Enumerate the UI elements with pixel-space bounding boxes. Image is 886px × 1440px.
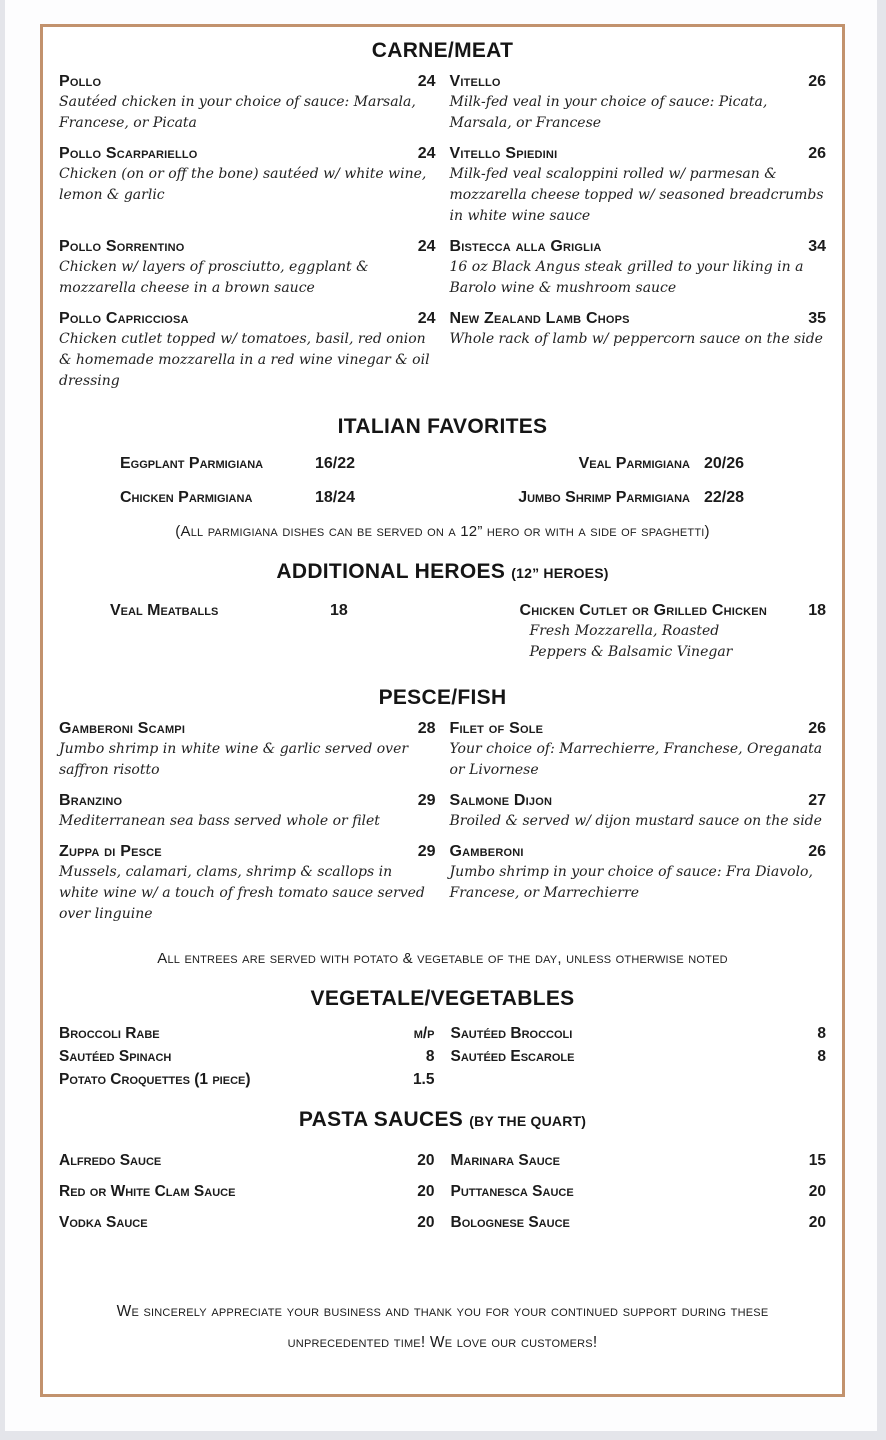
item-price: 27 xyxy=(808,792,826,809)
menu-item-pollo-scarpariello xyxy=(59,145,436,227)
item-name: Sautéed Spinach xyxy=(59,1048,172,1065)
menu-item-clam-sauce xyxy=(59,1183,435,1201)
section-title-text: PASTA SAUCES xyxy=(298,1108,464,1131)
item-price: 1.5 xyxy=(412,1071,435,1088)
section-title-additional-heroes xyxy=(59,560,826,584)
menu-item-eggplant-parmigiana xyxy=(59,455,443,473)
section-favorites-items xyxy=(59,455,826,507)
page-edge-left xyxy=(0,0,5,1440)
section-sauces-items xyxy=(59,1152,826,1245)
item-name: Branzino xyxy=(59,792,123,809)
item-name: Potato Croquettes (1 piece) xyxy=(59,1071,251,1088)
item-name: Veal Meatballs xyxy=(110,602,219,619)
sauces-left-column xyxy=(59,1152,435,1245)
section-title-pasta-sauces xyxy=(59,1108,826,1132)
page-edge-bottom xyxy=(0,1431,886,1440)
section-subtitle: (12” HEROES) xyxy=(511,565,609,581)
item-price: 16/22 xyxy=(315,455,356,472)
item-price: 20 xyxy=(808,1214,826,1231)
item-price: 20 xyxy=(808,1183,826,1200)
item-price: 24 xyxy=(417,310,436,327)
item-price: 15 xyxy=(808,1152,826,1169)
footer-line-1: We sincerely appreciate your business and thank you for your continued support during these xyxy=(116,1303,769,1320)
item-description: Whole rack of lamb w/ peppercorn sauce on the side xyxy=(449,331,823,347)
item-price: 18/24 xyxy=(315,489,356,506)
menu-item-branzino xyxy=(59,792,436,832)
menu-item-bistecca xyxy=(450,238,827,299)
page-edge-right xyxy=(877,0,886,1440)
menu-item-jumbo-shrimp-parmigiana xyxy=(443,489,827,507)
item-price: 34 xyxy=(808,238,826,255)
menu-item-chicken-parmigiana xyxy=(59,489,443,507)
item-price: 8 xyxy=(817,1048,826,1065)
parmigiana-note: (All parmigiana dishes can be served on a 12” hero or with a side of spaghetti) xyxy=(175,523,710,540)
item-name: Marinara Sauce xyxy=(450,1152,560,1169)
item-name: Zuppa di Pesce xyxy=(59,843,162,860)
menu-item-gamberoni-scampi xyxy=(59,720,436,781)
item-price: 35 xyxy=(808,310,826,327)
item-description: Milk-fed veal scaloppini rolled w/ parmesan & mozzarella cheese topped w/ seasoned breadcrumbs in white wine sauce xyxy=(449,166,824,224)
menu-frame xyxy=(40,24,845,1397)
section-heroes-items xyxy=(59,602,826,672)
menu-item-veal-parmigiana xyxy=(443,455,827,473)
menu-item-pollo-sorrentino xyxy=(59,238,436,299)
menu-item-veal-meatballs xyxy=(59,602,436,672)
section-title-pesce: PESCE/FISH xyxy=(378,686,507,709)
menu-item-chicken-cutlet-hero xyxy=(450,602,827,663)
menu-item-potato-croquettes xyxy=(59,1071,435,1089)
section-subtitle: (BY THE QUART) xyxy=(469,1113,587,1129)
item-price: 20/26 xyxy=(703,455,744,472)
item-name: New Zealand Lamb Chops xyxy=(449,310,630,327)
item-price: 8 xyxy=(425,1048,435,1065)
item-name: Sautéed Broccoli xyxy=(450,1025,573,1042)
item-name: Pollo Capricciosa xyxy=(59,310,189,327)
item-price: 29 xyxy=(417,792,436,809)
footer-message xyxy=(59,1296,826,1358)
item-name: Red or White Clam Sauce xyxy=(59,1183,236,1200)
item-price: 22/28 xyxy=(703,489,744,506)
item-name: Veal Parmigiana xyxy=(578,455,690,472)
item-name: Gamberoni Scampi xyxy=(59,720,186,737)
menu-item-pollo-capricciosa xyxy=(59,310,436,392)
menu-item-alfredo-sauce xyxy=(59,1152,435,1170)
menu-item-bolognese-sauce xyxy=(451,1214,827,1232)
item-name: Vitello xyxy=(449,73,501,90)
entrees-note: All entrees are served with potato & vegetable of the day, unless otherwise noted xyxy=(157,950,728,967)
item-name: Chicken Parmigiana xyxy=(120,489,253,506)
section-pesce-items xyxy=(59,720,826,934)
menu-item-zuppa-di-pesce xyxy=(59,843,436,925)
item-price: 24 xyxy=(417,238,436,255)
menu-item-vitello-spiedini xyxy=(450,145,827,227)
menu-item-vitello xyxy=(450,73,827,134)
item-description: Mussels, calamari, clams, shrimp & scallops in white wine w/ a touch of fresh tomato sauce served over linguine xyxy=(59,864,425,922)
menu-item-puttanesca-sauce xyxy=(451,1183,827,1201)
item-price: 20 xyxy=(417,1214,435,1231)
item-description: 16 oz Black Angus steak grilled to your liking in a Barolo wine & mushroom sauce xyxy=(449,259,804,296)
item-name: Pollo xyxy=(59,73,102,90)
menu-item-gamberoni xyxy=(450,843,827,925)
item-description: Your choice of: Marrechierre, Franchese, Oreganata or Livornese xyxy=(449,741,823,778)
item-description: Broiled & served w/ dijon mustard sauce on the side xyxy=(449,813,822,829)
item-name: Eggplant Parmigiana xyxy=(120,455,264,472)
item-name: Filet of Sole xyxy=(449,720,544,737)
item-name: Jumbo Shrimp Parmigiana xyxy=(518,489,690,506)
menu-item-pollo xyxy=(59,73,436,134)
item-name: Bistecca alla Griglia xyxy=(449,238,602,255)
menu-item-sauteed-broccoli xyxy=(451,1025,827,1043)
item-name: Sautéed Escarole xyxy=(450,1048,575,1065)
item-name: Vodka Sauce xyxy=(59,1214,148,1231)
section-carne-items xyxy=(59,73,826,401)
footer-line-2: unprecedented time! We love our customers! xyxy=(287,1334,598,1351)
item-price: 24 xyxy=(417,145,436,162)
menu-item-sauteed-spinach xyxy=(59,1048,435,1066)
vegetables-left-column xyxy=(59,1025,435,1094)
section-vegetables-items xyxy=(59,1025,826,1094)
item-price: 18 xyxy=(808,602,826,619)
item-description: Mediterranean sea bass served whole or filet xyxy=(59,813,380,829)
vegetables-right-column xyxy=(451,1025,827,1094)
item-name: Pollo Scarpariello xyxy=(59,145,198,162)
item-name: Broccoli Rabe xyxy=(59,1025,160,1042)
item-price: 29 xyxy=(417,843,436,860)
item-price: 26 xyxy=(808,843,826,860)
item-price: 20 xyxy=(417,1183,435,1200)
menu-item-vodka-sauce xyxy=(59,1214,435,1232)
item-price: 8 xyxy=(817,1025,826,1042)
item-description: Jumbo shrimp in white wine & garlic served over saffron risotto xyxy=(59,741,409,778)
section-title-italian-favorites: ITALIAN FAVORITES xyxy=(337,415,548,438)
item-description: Jumbo shrimp in your choice of sauce: Fra Diavolo, Francese, or Marrechierre xyxy=(449,864,813,901)
item-name: Salmone Dijon xyxy=(449,792,553,809)
section-title-text: ADDITIONAL HEROES xyxy=(276,560,506,583)
item-description: Fresh Mozzarella, Roasted Peppers & Balsamic Vinegar xyxy=(529,623,733,660)
menu-item-salmone-dijon xyxy=(450,792,827,832)
item-description: Chicken (on or off the bone) sautéed w/ white wine, lemon & garlic xyxy=(59,166,427,203)
item-name: Puttanesca Sauce xyxy=(450,1183,574,1200)
section-title-carne: CARNE/MEAT xyxy=(371,39,514,62)
section-title-vegetables: VEGETALE/VEGETABLES xyxy=(310,987,575,1010)
item-name: Bolognese Sauce xyxy=(450,1214,570,1231)
item-price: 26 xyxy=(808,720,826,737)
item-name: Vitello Spiedini xyxy=(449,145,558,162)
item-name: Pollo Sorrentino xyxy=(59,238,185,255)
item-price: 28 xyxy=(417,720,436,737)
item-price: 20 xyxy=(417,1152,435,1169)
item-price: 26 xyxy=(808,73,826,90)
item-name: Gamberoni xyxy=(449,843,524,860)
item-price: 26 xyxy=(808,145,826,162)
item-price: 24 xyxy=(417,73,436,90)
menu-item-broccoli-rabe xyxy=(59,1025,435,1043)
sauces-right-column xyxy=(451,1152,827,1245)
menu-item-lamb-chops xyxy=(450,310,827,392)
menu-item-sauteed-escarole xyxy=(451,1048,827,1066)
item-description: Milk-fed veal in your choice of sauce: Picata, Marsala, or Francese xyxy=(449,94,768,131)
item-name: Chicken Cutlet or Grilled Chicken xyxy=(519,602,767,619)
item-description: Sautéed chicken in your choice of sauce: Marsala, Francese, or Picata xyxy=(59,94,416,131)
menu-item-marinara-sauce xyxy=(451,1152,827,1170)
item-description: Chicken w/ layers of prosciutto, eggplant & mozzarella cheese in a brown sauce xyxy=(59,259,369,296)
item-name: Alfredo Sauce xyxy=(59,1152,162,1169)
item-description: Chicken cutlet topped w/ tomatoes, basil, red onion & homemade mozzarella in a red wine vinegar & oil dressing xyxy=(59,331,430,389)
item-price: m/p xyxy=(413,1025,435,1042)
item-price: 18 xyxy=(330,602,348,619)
menu-item-filet-of-sole xyxy=(450,720,827,781)
